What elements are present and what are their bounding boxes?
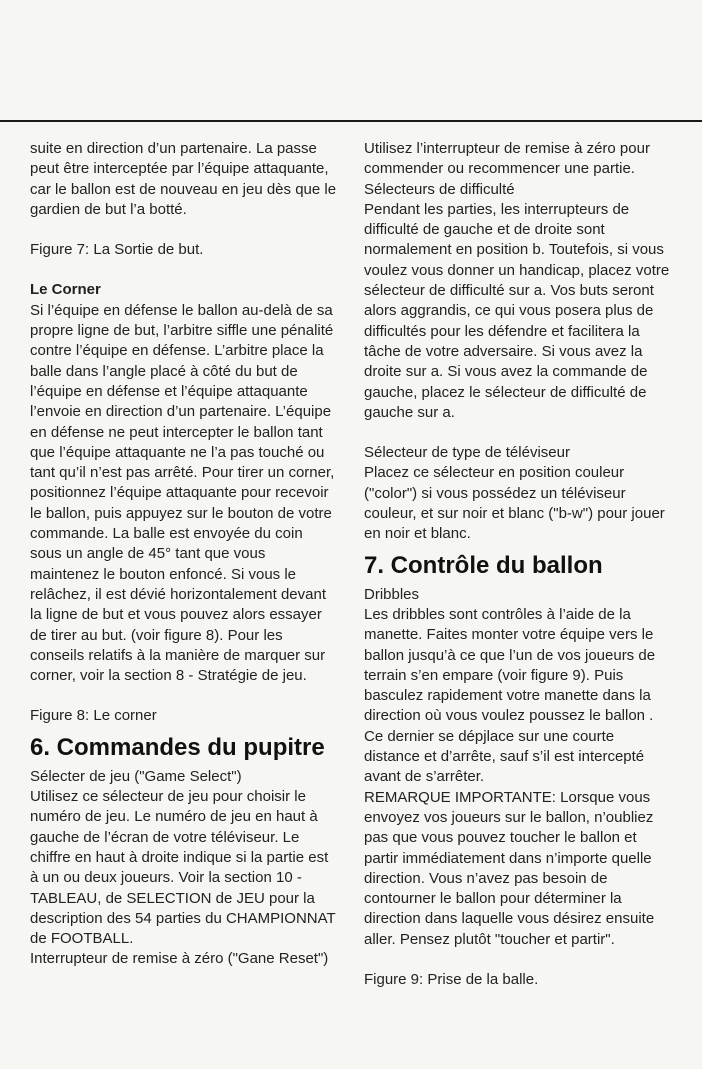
paragraph-tv-type: Placez ce sélecteur en position couleur ("color") si vous possédez un téléviseur couleur, et sur noir et blanc ("b-w") pour jouer en noir et blanc. bbox=[364, 464, 665, 543]
paragraph-difficulty: Pendant les parties, les interrupteurs de difficulté de gauche et de droite sont normalement en position b. Toutefois, si vous voulez vous donner un handicap, placez votre sélecteur de difficulté sur a. Vos buts seront alors aggrandis, ce qui vous posera plus de difficultés pour les défendre et facilitera la tâche de votre adversaire. Si vous avez la droite sur a. Si vous avez la commande de gauche, placez le sélecteur de difficulté de gauche sur a. bbox=[364, 200, 670, 421]
tv-type-heading: Sélecteur de type de téléviseur bbox=[364, 444, 570, 462]
section-7-title: 7. Contrôle du ballon bbox=[364, 551, 603, 579]
paragraph-goal-kick: suite en direction d’un partenaire. La passe peut être interceptée par l’équipe attaquante, car le ballon est de nouveau en jeu dès que le gardien de but l’a botté. bbox=[30, 140, 337, 218]
section-6-title: 6. Commandes du pupitre bbox=[30, 733, 325, 761]
game-reset-heading: Interrupteur de remise à zéro ("Gane Reset") bbox=[30, 950, 329, 968]
paragraph-game-reset: Utilisez l’interrupteur de remise à zéro pour commender ou recommencer une partie. bbox=[364, 140, 650, 178]
left-column bbox=[30, 139, 338, 970]
corner-heading: Le Corner bbox=[30, 281, 101, 299]
paragraph-remarque: REMARQUE IMPORTANTE: Lorsque vous envoyez vos joueurs sur le ballon, n’oubliez pas que vous pouvez toucher le ballon et partir immédiatement dans n’importe quelle direction. Vous n’avez pas besoin de contourner le ballon pour déterminer la direction dans laquelle vous désirez ensuite aller. Pensez plutôt "toucher et partir". bbox=[364, 788, 655, 948]
dribbles-heading: Dribbles bbox=[364, 585, 420, 603]
figure-7-caption: Figure 7: La Sortie de but. bbox=[30, 241, 204, 259]
paragraph-dribbles: Les dribbles sont contrôles à l’aide de la manette. Faites monter votre équipe vers le ballon jusqu’à ce que l’un de vos joueurs de terrain s’en empare (voir figure 9). Puis basculez rapidement votre manette dans la direction où vous voulez poussez le ballon . Ce dernier se dépjlace sur une courte distance et d’arrête, sauf s’il est intercepté avant de s’arrêter. bbox=[364, 605, 656, 786]
game-select-heading: Sélecter de jeu ("Game Select") bbox=[30, 767, 242, 785]
paragraph-corner: Si l’équipe en défense le ballon au-delà de sa propre ligne de but, l’arbitre siffle une pénalité contre l’équipe en défense. L’arbitre place la balle dans l’angle placé à côté du but de l’équipe en défense et l’équipe attaquante l’envoie en direction d’un partenaire. L’équipe en défense ne peut intercepter le ballon tant que l’équipe attaquante ne l’a pas touché ou tant qu’il n’est pas arrêté. Pour tirer un corner, positionnez l’équipe attaquante pour recevoir le ballon, puis appuyez sur le bouton de votre commande. La balle est envoyée du coin sous un angle de 45° tant que vous maintenez le bouton enfoncé. Si vous le relâchez, il est dévié horizontalement devant la ligne de but et vous pouvez alors essayer de tirer au but. (voir figure 8). Pour les conseils relatifs à la manière de marquer sur corner, voir la section 8 - Stratégie de jeu. bbox=[30, 301, 335, 685]
header-rule bbox=[0, 120, 702, 122]
figure-9-caption: Figure 9: Prise de la balle. bbox=[364, 970, 539, 988]
right-column bbox=[364, 139, 672, 990]
difficulty-heading: Sélecteurs de difficulté bbox=[364, 180, 515, 198]
figure-8-caption: Figure 8: Le corner bbox=[30, 707, 157, 725]
paragraph-game-select: Utilisez ce sélecteur de jeu pour choisir le numéro de jeu. Le numéro de jeu en haut à gauche de l’écran de votre téléviseur. Le chiffre en haut à droite indique si la partie est à un ou deux joueurs. Voir la section 10 - TABLEAU, de SELECTION de JEU pour la description des 54 parties du CHAMPIONNAT de FOOTBALL. bbox=[30, 788, 336, 948]
